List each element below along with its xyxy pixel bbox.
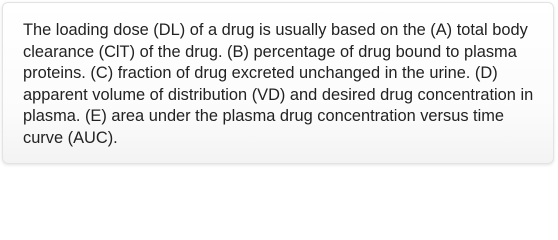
- question-text: The loading dose (DL) of a drug is usually based on the (A) total body clearance (ClT) of the drug. (B) percentage of drug bound to plasma proteins. (C) fraction of drug excreted unchanged in the urine. (D) apparent volume of distribution (VD) and desired drug concentration in plasma. (E) area under the plasma drug concentration versus time curve (AUC).: [23, 21, 534, 147]
- question-card: [2, 2, 554, 164]
